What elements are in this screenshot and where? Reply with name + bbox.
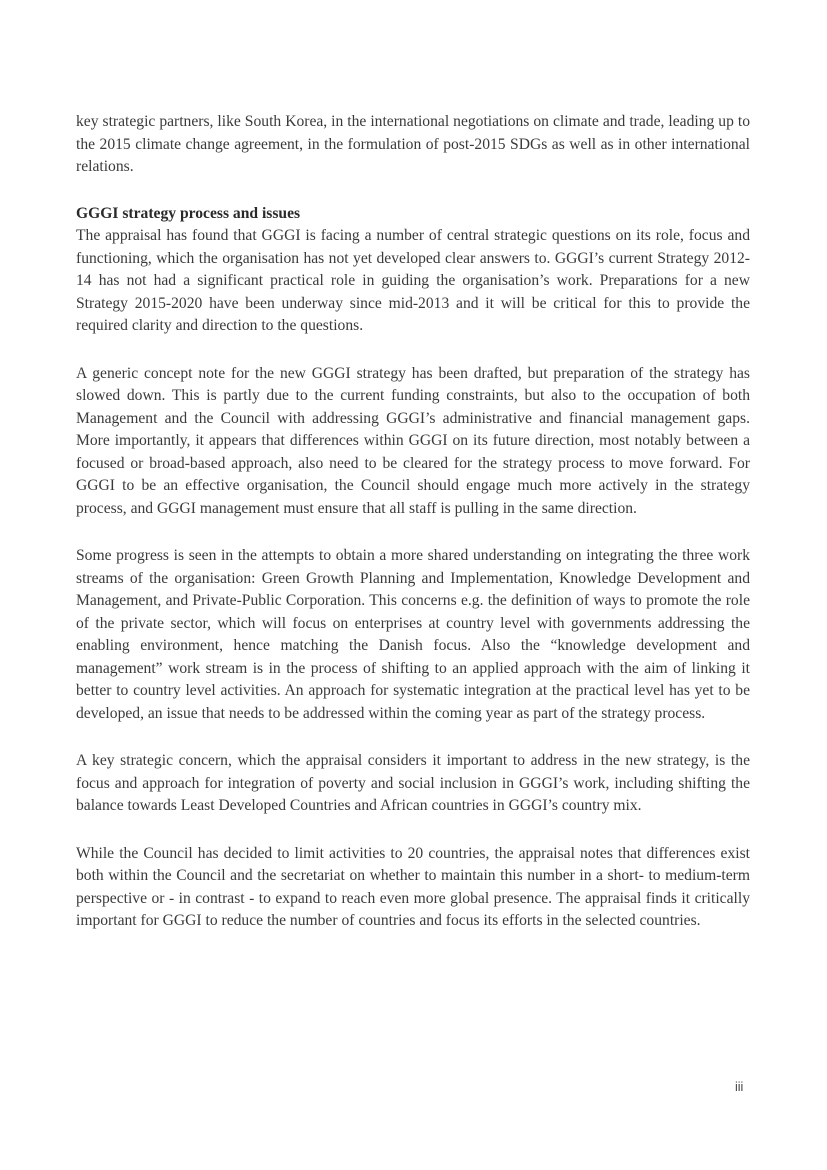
section-heading: GGGI strategy process and issues	[76, 204, 301, 222]
body-paragraph-poverty-inclusion: A key strategic concern, which the appraisal considers it important to address in the new strategy, is the focus and approach for integration of poverty and social inclusion in GGGI’s work, including shifting the balance towards Least Developed Countries and African countries in GGGI’s country mix.	[76, 752, 750, 814]
intro-paragraph: key strategic partners, like South Korea, in the international negotiations on climate and trade, leading up to the 2015 climate change agreement, in the formulation of post-2015 SDGs as well as in other international relations.	[76, 113, 750, 175]
body-paragraph-strategy-questions: The appraisal has found that GGGI is facing a number of central strategic questions on its role, focus and functioning, which the organisation has not yet developed clear answers to. GGGI’s current Strategy 2012-14 has not had a significant practical role in guiding the organisation’s work. Preparations for a new Strategy 2015-2020 have been underway since mid-2013 and it will be critical for this to provide the required clarity and direction to the questions.	[76, 227, 750, 334]
body-paragraph-concept-note: A generic concept note for the new GGGI strategy has been drafted, but preparation of the strategy has slowed down. This is partly due to the current funding constraints, but also to the occupation of both Management and the Council with addressing GGGI’s administrative and financial management gaps. More importantly, it appears that differences within GGGI on its future direction, most notably between a focused or broad-based approach, also need to be cleared for the strategy process to move forward. For GGGI to be an effective organisation, the Council should engage much more actively in the strategy process, and GGGI management must ensure that all staff is pulling in the same direction.	[76, 364, 750, 517]
body-paragraph-work-streams: Some progress is seen in the attempts to obtain a more shared understanding on integrating the three work streams of the organisation: Green Growth Planning and Implementation, Knowledge Development and Management, and Private-Public Corporation. This concerns e.g. the definition of ways to promote the role of the private sector, which will focus on enterprises at country level with governments addressing the enabling environment, hence matching the Danish focus. Also the “knowledge development and management” work stream is in the process of shifting to an applied approach with the aim of linking it better to country level activities. An approach for systematic integration at the practical level has yet to be developed, an issue that needs to be addressed within the coming year as part of the strategy process.	[76, 547, 750, 722]
page-body	[76, 111, 750, 958]
page-number: iii	[735, 1080, 744, 1094]
body-paragraph-country-limit: While the Council has decided to limit activities to 20 countries, the appraisal notes that differences exist both within the Council and the secretariat on whether to maintain this number in a short- to medium-term perspective or - in contrast - to expand to reach even more global presence. The appraisal finds it critically important for GGGI to reduce the number of countries and focus its efforts in the selected countries.	[76, 844, 750, 929]
